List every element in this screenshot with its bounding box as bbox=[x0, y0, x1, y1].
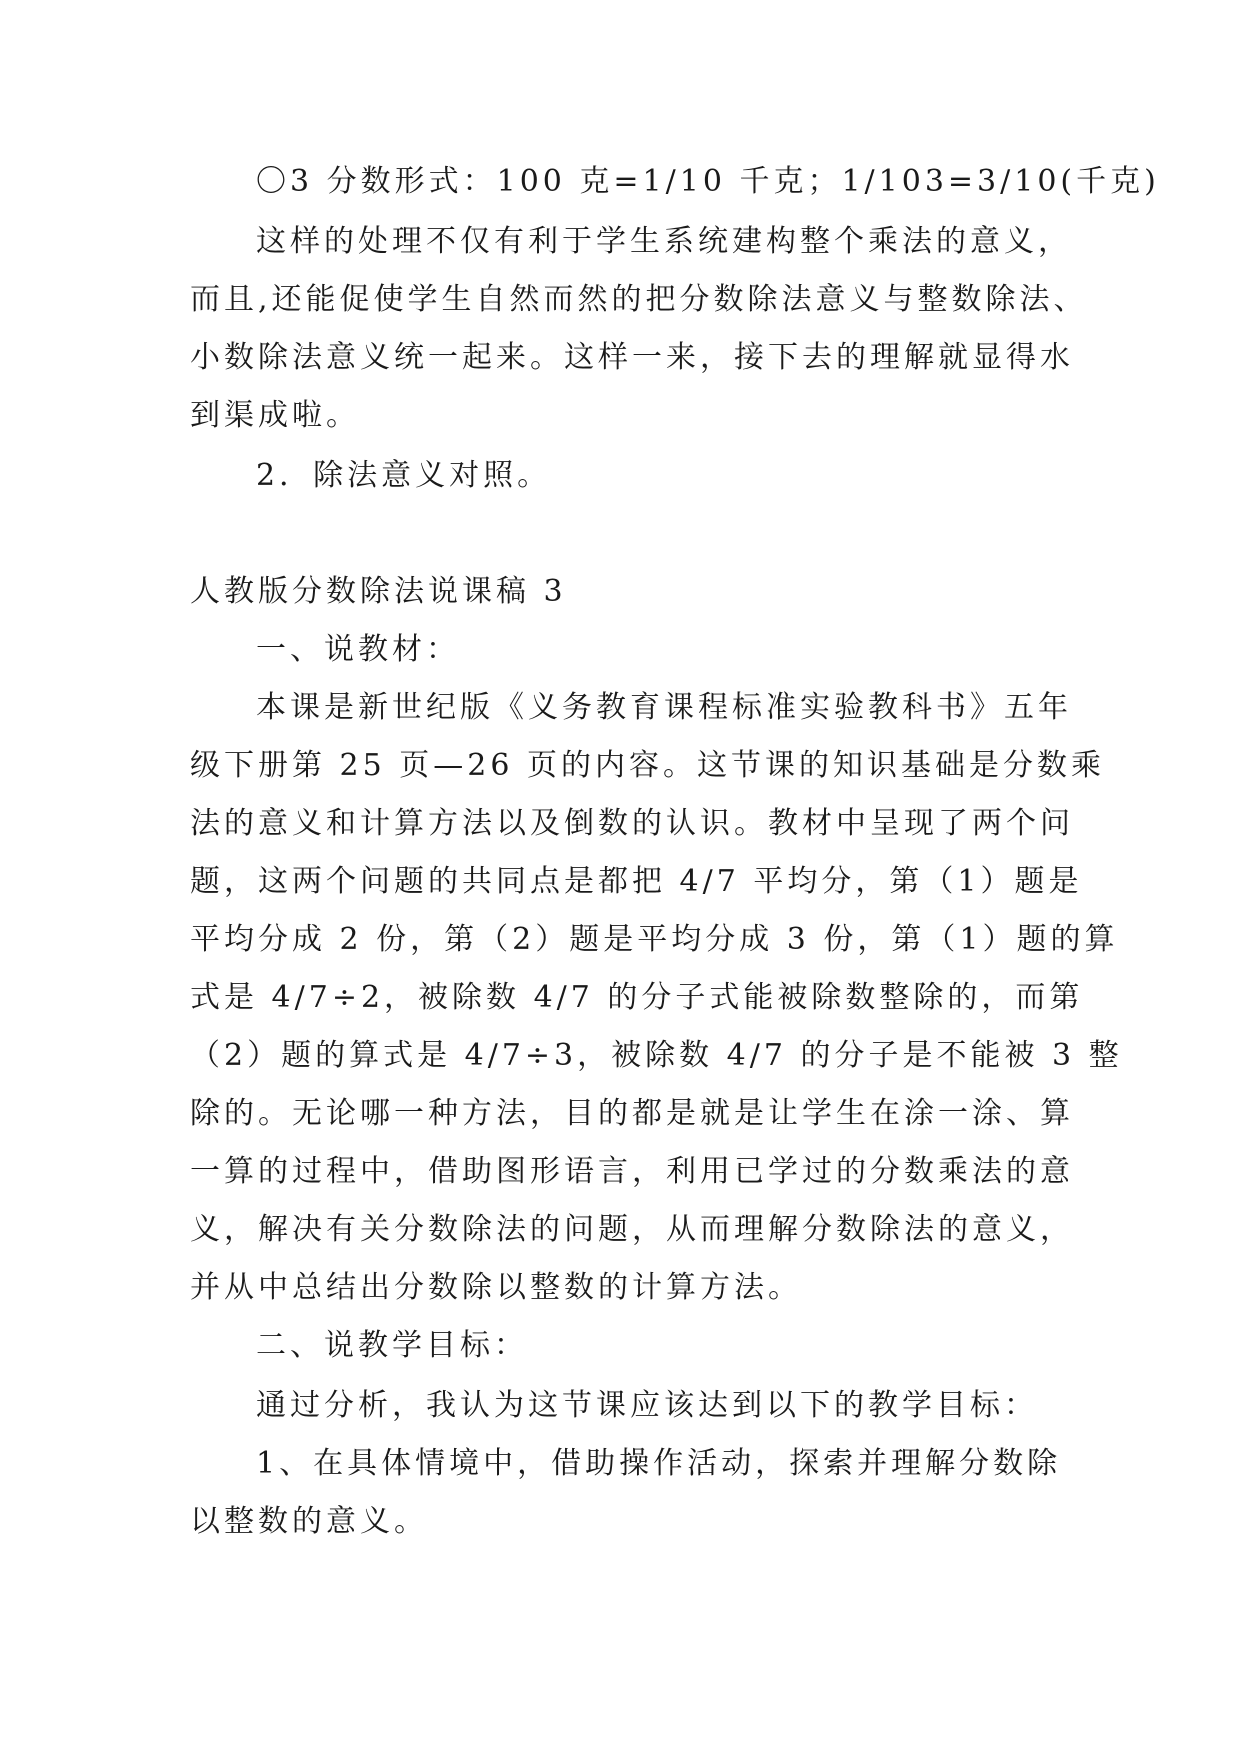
paragraph-line: 一算的过程中，借助图形语言，利用已学过的分数乘法的意 bbox=[190, 1154, 1074, 1189]
paragraph-line: 式是 4/7÷2，被除数 4/7 的分子式能被除数整除的，而第 bbox=[190, 980, 1084, 1015]
paragraph-line: （2）题的算式是 4/7÷3，被除数 4/7 的分子是不能被 3 整 bbox=[190, 1038, 1123, 1073]
paragraph-line: 到渠成啦。 bbox=[190, 398, 360, 433]
paragraph-line: 除的。无论哪一种方法，目的都是就是让学生在涂一涂、算 bbox=[190, 1096, 1074, 1131]
list-item: 2．除法意义对照。 bbox=[256, 458, 552, 493]
section-heading: 二、说教学目标： bbox=[256, 1328, 528, 1363]
paragraph-line: 平均分成 2 份，第（2）题是平均分成 3 份，第（1）题的算 bbox=[190, 922, 1119, 957]
paragraph-line: 义，解决有关分数除法的问题，从而理解分数除法的意义， bbox=[190, 1212, 1074, 1247]
paragraph-line: 通过分析，我认为这节课应该达到以下的教学目标： bbox=[256, 1388, 1038, 1423]
formula-line: 〇3 分数形式：100 克=1/10 千克；1/103=3/10(千克) bbox=[256, 164, 1160, 199]
paragraph-line: 题，这两个问题的共同点是都把 4/7 平均分，第（1）题是 bbox=[190, 864, 1083, 899]
list-item-continuation: 以整数的意义。 bbox=[190, 1504, 428, 1539]
paragraph-line: 级下册第 25 页—26 页的内容。这节课的知识基础是分数乘 bbox=[190, 748, 1105, 783]
paragraph-line: 并从中总结出分数除以整数的计算方法。 bbox=[190, 1270, 802, 1305]
section-heading: 一、说教材： bbox=[256, 632, 460, 667]
paragraph-line: 法的意义和计算方法以及倒数的认识。教材中呈现了两个问 bbox=[190, 806, 1074, 841]
paragraph-line: 本课是新世纪版《义务教育课程标准实验教科书》五年 bbox=[256, 690, 1072, 725]
paragraph-line: 而且,还能促使学生自然而然的把分数除法意义与整数除法、 bbox=[190, 282, 1088, 317]
list-item: 1、在具体情境中，借助操作活动，探索并理解分数除 bbox=[256, 1446, 1062, 1481]
paragraph-line: 这样的处理不仅有利于学生系统建构整个乘法的意义， bbox=[256, 224, 1072, 259]
section-title: 人教版分数除法说课稿 3 bbox=[190, 574, 567, 609]
paragraph-line: 小数除法意义统一起来。这样一来，接下去的理解就显得水 bbox=[190, 340, 1074, 375]
